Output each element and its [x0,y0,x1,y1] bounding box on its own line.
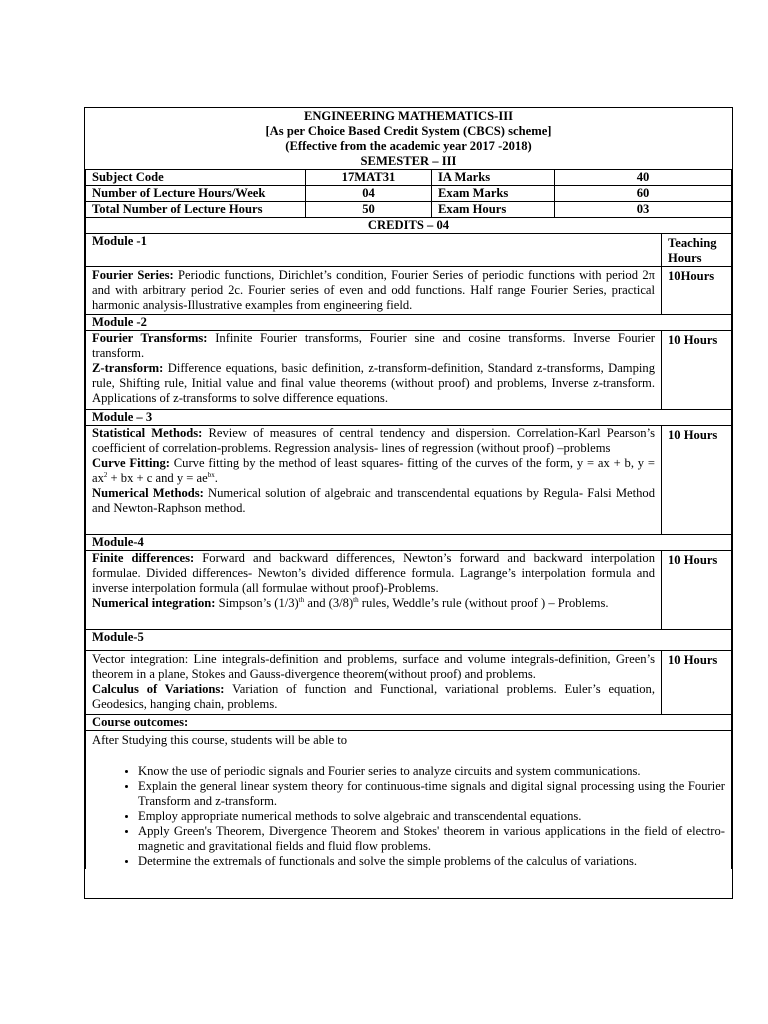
scheme-line: [As per Choice Based Credit System (CBCS) scheme] [265,124,552,138]
module-4-hours: 10 Hours [662,551,732,630]
numerical-integration-sup-2: th [353,595,359,604]
numerical-integration-text-c: rules, Weddle’s rule (without proof ) – Problems. [358,596,609,610]
ia-marks-value: 40 [555,170,732,186]
effective-line: (Effective from the academic year 2017 -2018) [285,139,532,153]
modules-table [85,234,732,869]
curve-fitting-text-b: + bx + c and y = ae [107,471,208,485]
module-2-title: Module -2 [86,315,732,331]
course-outcomes-title: Course outcomes: [86,715,732,731]
exam-hours-value: 03 [555,202,732,218]
outcome-item: • Apply Green's Theorem, Divergence Theorem and Stokes' theorem in various applications in the field of electro-magnetic and gravitational fields and fluid flow problems. [138,824,725,854]
outcome-item: • Employ appropriate numerical methods to solve algebraic and transcendental equations. [138,809,725,824]
subject-code-label: Subject Code [86,170,306,186]
finite-differences-heading: Finite differences: [92,551,195,565]
statistical-methods-text: Review of measures of central tendency and dispersion. Correlation-Karl Pearson’s coefficient of correlation-problems. Regression analysis- lines of regression (without proof) –problems [92,426,655,455]
module-5-hours: 10 Hours [662,651,732,715]
credits-value: CREDITS – 04 [86,218,732,234]
syllabus-document [84,107,733,899]
total-hours-value: 50 [306,202,432,218]
ia-marks-label: IA Marks [432,170,555,186]
module-1-title: Module -1 [86,234,662,267]
course-outcomes-content [86,731,732,870]
z-transform-text: Difference equations, basic definition, z-transform-definition, Standard z-transforms, Damping rule, Shifting rule, Initial value and final value theorems (without proof) and problems, Inverse z-transform. Applications of z-transforms to solve difference equations. [92,361,655,405]
numerical-integration-sup-1: th [298,595,305,604]
fourier-transforms-text: Infinite Fourier transforms, Fourier sine and cosine transforms. Inverse Fourier transform. [92,331,655,360]
total-hours-label: Total Number of Lecture Hours [86,202,306,218]
module-1-content [86,267,732,315]
numerical-integration-text-b: and (3/8) [304,596,354,610]
lecture-hours-week-value: 04 [306,186,432,202]
outcome-item: • Know the use of periodic signals and Fourier series to analyze circuits and system communications. [138,764,725,779]
module-3-hours: 10 Hours [662,426,732,535]
subject-code-value: 17MAT31 [306,170,432,186]
curve-fitting-heading: Curve Fitting: [92,456,170,470]
outcome-item: • Determine the extremals of functionals and solve the simple problems of the calculus of variations. [138,854,725,869]
teaching-hours-heading: Teaching Hours [662,234,732,267]
numerical-integration-heading: Numerical integration: [92,596,216,610]
module-5-content [86,651,732,715]
curve-fitting-sup-2: bx [207,470,215,479]
course-title: ENGINEERING MATHEMATICS-III [303,109,514,123]
subject-info-table [85,169,732,218]
fourier-transforms-heading: Fourier Transforms: [92,331,208,345]
module-1-header [86,234,732,267]
document-header [85,108,732,169]
module-1-hours: 10Hours [662,267,732,315]
semester-line: SEMESTER – III [360,154,457,168]
numerical-methods-text: Numerical solution of algebraic and transcendental equations by Regula- Falsi Method and Newton-Raphson method. [92,486,655,515]
credits-row [85,218,732,234]
module-4-title: Module-4 [86,535,732,551]
numerical-integration-text-a: Simpson’s (1/3) [215,596,299,610]
outcomes-list [92,764,725,869]
module-3-content [86,426,732,535]
statistical-methods-heading: Statistical Methods: [92,426,203,440]
vector-integration-text: Vector integration: Line integrals-definition and problems, surface and volume integrals-definition, Green’s theorem in a plane, Stokes and Gauss-divergence theorem(without proof) and problems. [92,652,655,681]
curve-fitting-text-c: . [214,471,218,485]
fourier-series-text: Periodic functions, Dirichlet’s condition, Fourier Series of periodic functions with period 2π and with arbitrary period 2c. Fourier series of even and odd functions. Half range Fourier Series, practical harmonic analysis-Illustrative examples from engineering field. [92,268,655,312]
curve-fitting-text-a: Curve fitting by the method of least squares- fitting of the curves of the form, y = ax + b, y = ax [92,456,655,485]
calculus-of-variations-heading: Calculus of Variations: [92,682,225,696]
module-2-hours: 10 Hours [662,331,732,410]
course-outcomes-intro: After Studying this course, students will be able to [92,733,347,747]
module-4-content [86,551,732,630]
module-5-title: Module-5 [86,630,732,651]
z-transform-heading: Z-transform: [92,361,164,375]
module-2-content [86,331,732,410]
exam-hours-label: Exam Hours [432,202,555,218]
module-3-title: Module – 3 [86,410,732,426]
calculus-of-variations-text: Variation of function and Functional, variational problems. Euler’s equation, Geodesics, hanging chain, problems. [92,682,655,711]
outcome-item: • Explain the general linear system theory for continuous-time signals and digital signal processing using the Fourier Transform and z-transform. [138,779,725,809]
exam-marks-value: 60 [555,186,732,202]
numerical-methods-heading: Numerical Methods: [92,486,204,500]
finite-differences-text: Forward and backward differences, Newton’s forward and backward interpolation formulae. Divided differences- Newton’s divided difference formula. Lagrange’s interpolation formula and inverse interpolation formula (all formulae without proof)-Problems. [92,551,656,595]
lecture-hours-week-label: Number of Lecture Hours/Week [86,186,306,202]
fourier-series-heading: Fourier Series: [92,268,174,282]
exam-marks-label: Exam Marks [432,186,555,202]
curve-fitting-sup-1: 2 [103,470,108,479]
